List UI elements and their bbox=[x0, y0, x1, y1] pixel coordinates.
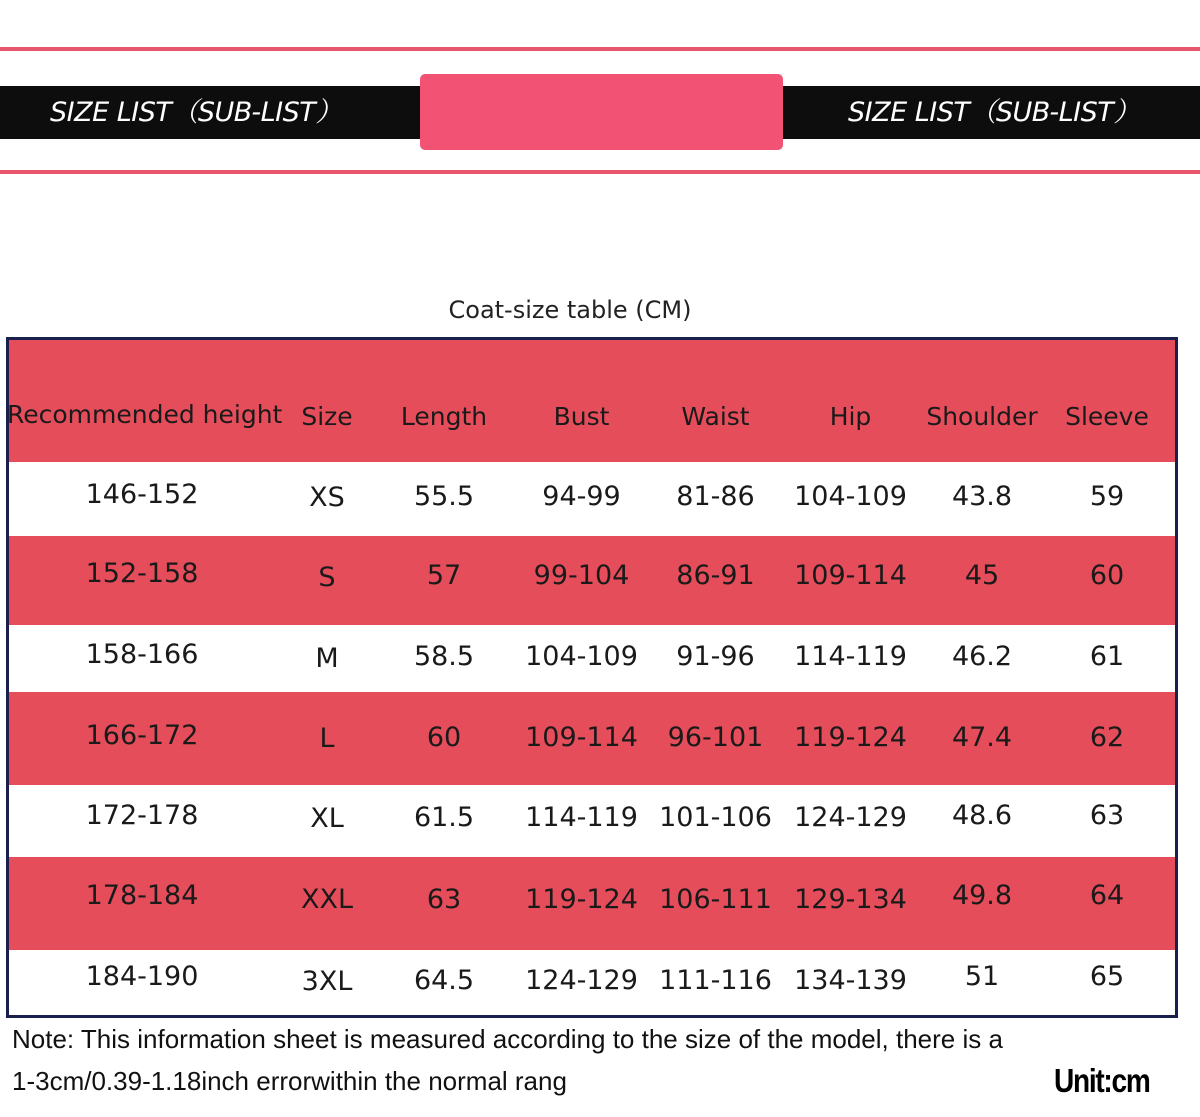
cell-waist: 91-96 bbox=[676, 641, 755, 672]
cell-hip: 129-134 bbox=[794, 884, 907, 915]
banner-label-right: SIZE LIST（SUB-LIST） bbox=[848, 97, 1140, 128]
bottom-divider-line bbox=[0, 170, 1200, 174]
cell-waist: 96-101 bbox=[667, 722, 764, 753]
cell-size: XXL bbox=[300, 884, 354, 915]
cell-bust: 124-129 bbox=[525, 965, 638, 996]
header-sleeve: Sleeve bbox=[1065, 402, 1149, 431]
cell-waist: 106-111 bbox=[659, 884, 772, 915]
cell-shoulder: 43.8 bbox=[951, 481, 1013, 512]
cell-hip: 124-129 bbox=[794, 802, 907, 833]
cell-bust: 119-124 bbox=[525, 884, 638, 915]
cell-waist: 86-91 bbox=[676, 560, 755, 591]
cell-bust: 104-109 bbox=[525, 641, 638, 672]
cell-sleeve: 65 bbox=[1089, 961, 1125, 992]
table-row bbox=[9, 857, 1175, 950]
table-row bbox=[9, 785, 1175, 857]
header-length: Length bbox=[400, 402, 488, 431]
table-title: Coat-size table (CM) bbox=[448, 296, 692, 324]
cell-waist: 111-116 bbox=[659, 965, 772, 996]
cell-waist: 101-106 bbox=[659, 802, 772, 833]
cell-hip: 104-109 bbox=[794, 481, 907, 512]
table-header-row bbox=[9, 340, 1175, 462]
header-recommended-height: Recommended height bbox=[7, 400, 283, 429]
cell-length: 58.5 bbox=[413, 641, 475, 672]
header-size: Size bbox=[301, 402, 353, 431]
cell-bust: 109-114 bbox=[525, 722, 638, 753]
top-divider-line bbox=[0, 47, 1200, 51]
cell-sleeve: 60 bbox=[1089, 560, 1125, 591]
header-shoulder: Shoulder bbox=[926, 402, 1038, 431]
banner-center-block bbox=[420, 74, 783, 150]
cell-shoulder: 51 bbox=[964, 961, 1000, 992]
cell-waist: 81-86 bbox=[676, 481, 755, 512]
cell-height: 184-190 bbox=[85, 961, 199, 992]
header-hip: Hip bbox=[829, 402, 872, 431]
cell-size: L bbox=[319, 723, 335, 754]
cell-size: XS bbox=[309, 482, 345, 513]
cell-size: M bbox=[315, 643, 339, 674]
cell-height: 172-178 bbox=[85, 800, 199, 831]
cell-hip: 109-114 bbox=[794, 560, 907, 591]
table-row bbox=[9, 462, 1175, 536]
unit-label: Unit:cm bbox=[1054, 1062, 1150, 1099]
cell-hip: 134-139 bbox=[794, 965, 907, 996]
table-row bbox=[9, 692, 1175, 785]
note-line-2: 1-3cm/0.39-1.18inch errorwithin the normal rang bbox=[12, 1066, 567, 1096]
cell-sleeve: 64 bbox=[1089, 880, 1125, 911]
note-line-1: Note: This information sheet is measured according to the size of the model, there is a bbox=[12, 1024, 1003, 1054]
banner-label-left: SIZE LIST（SUB-LIST） bbox=[50, 97, 342, 128]
cell-shoulder: 48.6 bbox=[951, 800, 1013, 831]
cell-length: 64.5 bbox=[413, 965, 475, 996]
cell-height: 152-158 bbox=[85, 558, 199, 589]
table-row bbox=[9, 536, 1175, 625]
header-waist: Waist bbox=[681, 402, 750, 431]
cell-length: 57 bbox=[426, 560, 462, 591]
cell-hip: 114-119 bbox=[794, 641, 907, 672]
cell-shoulder: 45 bbox=[964, 560, 1000, 591]
cell-size: XL bbox=[310, 803, 344, 834]
cell-shoulder: 47.4 bbox=[951, 722, 1013, 753]
table-row bbox=[9, 950, 1175, 1015]
cell-sleeve: 63 bbox=[1089, 800, 1125, 831]
cell-bust: 114-119 bbox=[525, 802, 638, 833]
cell-hip: 119-124 bbox=[794, 722, 907, 753]
cell-height: 146-152 bbox=[85, 479, 199, 510]
cell-size: 3XL bbox=[301, 966, 353, 997]
cell-length: 61.5 bbox=[413, 802, 475, 833]
cell-sleeve: 59 bbox=[1089, 481, 1125, 512]
cell-height: 158-166 bbox=[85, 639, 199, 670]
cell-height: 178-184 bbox=[85, 880, 199, 911]
cell-size: S bbox=[318, 562, 336, 593]
cell-bust: 94-99 bbox=[542, 481, 621, 512]
cell-bust: 99-104 bbox=[533, 560, 630, 591]
cell-sleeve: 62 bbox=[1089, 722, 1125, 753]
table-row bbox=[9, 625, 1175, 692]
cell-height: 166-172 bbox=[85, 720, 199, 751]
cell-sleeve: 61 bbox=[1089, 641, 1125, 672]
size-table bbox=[6, 337, 1178, 1018]
cell-length: 63 bbox=[426, 884, 462, 915]
cell-shoulder: 49.8 bbox=[951, 880, 1013, 911]
header-bust: Bust bbox=[553, 402, 610, 431]
cell-shoulder: 46.2 bbox=[951, 641, 1013, 672]
cell-length: 55.5 bbox=[413, 481, 475, 512]
cell-length: 60 bbox=[426, 722, 462, 753]
